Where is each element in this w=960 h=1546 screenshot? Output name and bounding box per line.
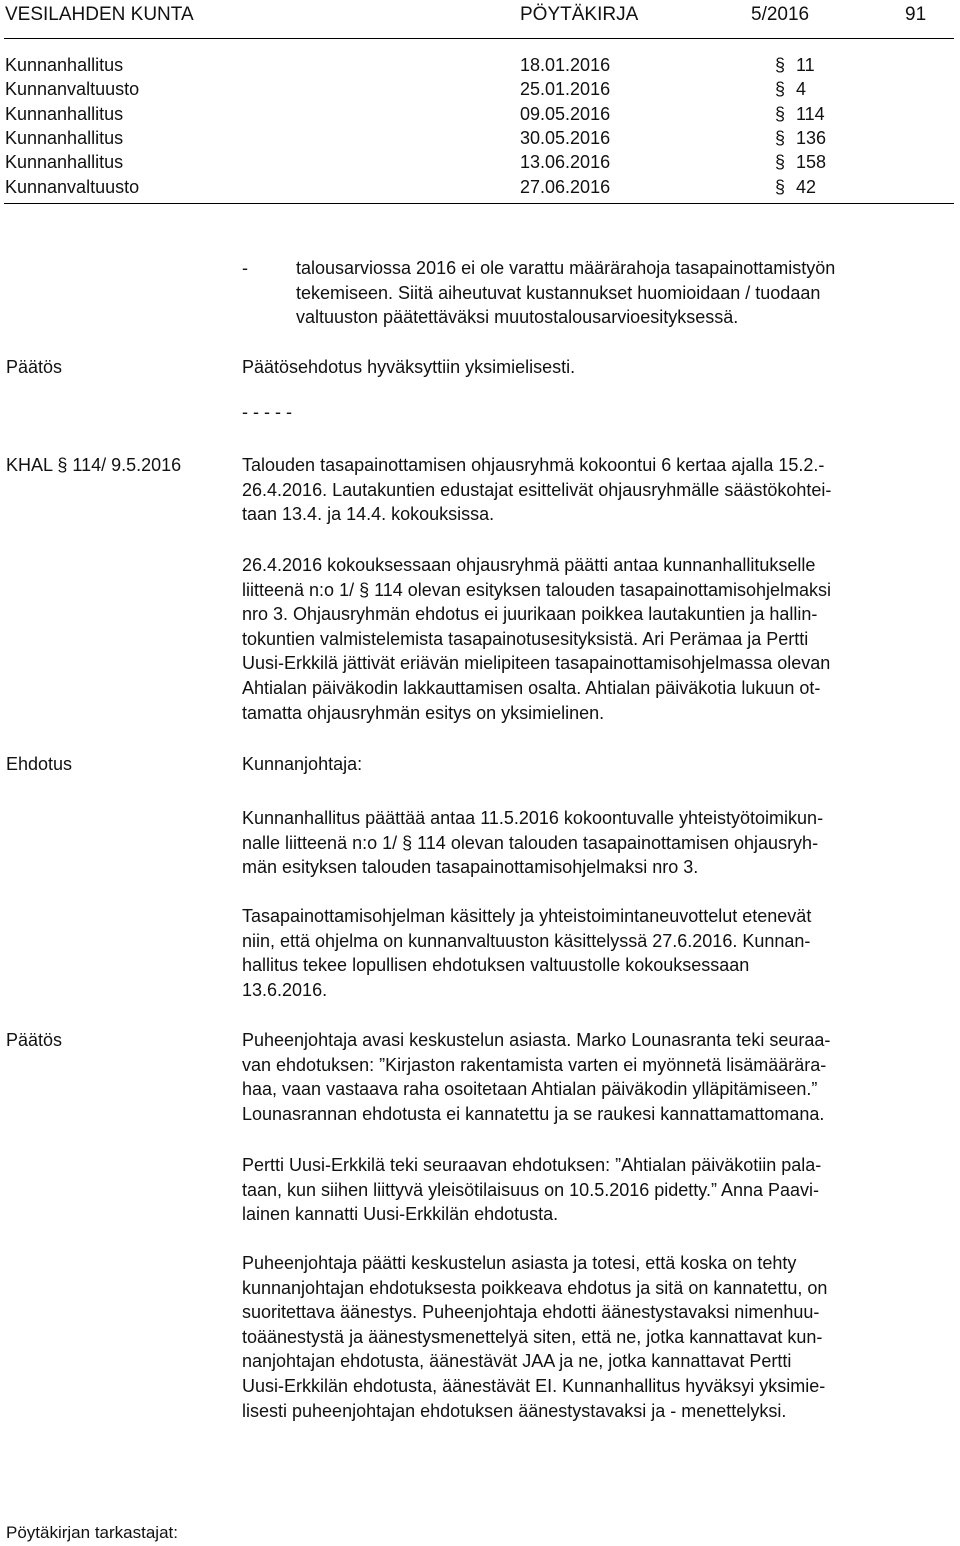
text-line: Uusi-Erkkilän ehdotusta, äänestävät EI. Kunnanhallitus hyväksyi yksimie- bbox=[242, 1375, 826, 1396]
proposal-intro: Kunnanjohtaja: bbox=[242, 754, 363, 774]
text-line: haa, vaan vastaava raha osoitetaan Ahtialan päiväkodin ylläpitämiseen.” bbox=[242, 1079, 818, 1100]
text-line: nro 3. Ohjausryhmän ehdotus ei juurikaan poikkea lautakuntien ja hallin- bbox=[242, 604, 818, 625]
text-line: 26.4.2016 kokouksessaan ohjausryhmä päätti antaa kunnanhallitukselle bbox=[242, 555, 816, 575]
checkers-label: Pöytäkirjan tarkastajat: bbox=[6, 1523, 178, 1542]
bullet-text-line: valtuuston päätettäväksi muutostalousarvioesityksessä. bbox=[296, 307, 739, 327]
text-line: toäänestystä ja äänestysmenettelyä siten, että ne, jotka kannattavat kun- bbox=[242, 1326, 823, 1347]
section-sign: § bbox=[775, 104, 786, 124]
section-sign: § bbox=[775, 79, 786, 99]
document-type: PÖYTÄKIRJA bbox=[520, 4, 639, 25]
text-line: Pertti Uusi-Erkkilä teki seuraavan ehdotuksen: ”Ahtialan päiväkotiin pala- bbox=[242, 1155, 822, 1175]
history-divider bbox=[4, 203, 954, 204]
history-body: Kunnanvaltuusto bbox=[5, 177, 140, 197]
history-date: 25.01.2016 bbox=[520, 79, 611, 99]
history-date: 09.05.2016 bbox=[520, 104, 611, 124]
khal-number-date: 114/ 9.5.2016 bbox=[72, 455, 182, 475]
section-sign: § bbox=[57, 455, 68, 475]
history-section-number: 136 bbox=[796, 128, 827, 148]
text-line: taan, kun siihen liittyvä yleisötilaisuus on 10.5.2016 pidetty.” Anna Paavi- bbox=[242, 1179, 820, 1200]
history-date: 30.05.2016 bbox=[520, 128, 611, 148]
khal-intro bbox=[242, 453, 956, 527]
history-body: Kunnanhallitus bbox=[5, 104, 124, 124]
text-line: hallitus tekee lopullisen ehdotuksen valtuustolle kokouksessaan bbox=[242, 955, 750, 976]
history-section-number: 114 bbox=[796, 104, 825, 124]
history-body: Kunnanvaltuusto bbox=[5, 79, 140, 99]
history-date: 18.01.2016 bbox=[520, 55, 611, 75]
text-line: Lounasrannan ehdotusta ei kannatettu ja se raukesi kannattamattomana. bbox=[242, 1103, 825, 1124]
text-line: nalle liitteenä n:o 1/ § 114 olevan talouden tasapainottamisen ohjausryh- bbox=[242, 832, 819, 853]
text-line: kunnanjohtajan ehdotuksesta poikkeava ehdotus ja sitä on kannatettu, on bbox=[242, 1277, 828, 1298]
history-section-number: 158 bbox=[796, 152, 827, 172]
proposal-paragraph-1 bbox=[242, 806, 956, 880]
text-line: lisesti puheenjohtajan ehdotuksen äänestystavaksi ja - menettelyksi. bbox=[242, 1400, 787, 1421]
decision-label: Päätös bbox=[6, 1030, 63, 1050]
history-section-number: 42 bbox=[796, 177, 817, 197]
text-line: 13.6.2016. bbox=[242, 979, 328, 1000]
document-number: 5/2016 bbox=[751, 4, 810, 25]
history-body: Kunnanhallitus bbox=[5, 152, 124, 172]
text-line: niin, että ohjelma on kunnanvaltuuston käsittelyssä 27.6.2016. Kunnan- bbox=[242, 930, 811, 951]
decision-paragraph-2 bbox=[242, 1153, 956, 1227]
header-divider bbox=[4, 38, 954, 39]
decision-text: Päätösehdotus hyväksyttiin yksimielisesti. bbox=[242, 357, 576, 377]
section-sign: § bbox=[775, 55, 786, 75]
text-line: Puheenjohtaja avasi keskustelun asiasta. Marko Lounasranta teki seuraa- bbox=[242, 1030, 831, 1050]
khal-prefix: KHAL bbox=[6, 455, 53, 475]
text-line: lainen kannatti Uusi-Erkkilän ehdotusta. bbox=[242, 1204, 559, 1225]
decision-paragraph-1 bbox=[242, 1028, 956, 1126]
text-line: liitteenä n:o 1/ § 114 olevan esityksen talouden tasapainottamisohjelmaksi bbox=[242, 579, 832, 600]
text-line: taan 13.4. ja 14.4. kokouksissa. bbox=[242, 504, 495, 525]
text-line: Uusi-Erkkilä jättivät eriävän mielipiteen tasapainottamisohjelmassa olevan bbox=[242, 653, 831, 674]
history-body: Kunnanhallitus bbox=[5, 128, 124, 148]
history-date: 27.06.2016 bbox=[520, 177, 611, 197]
history-section-number: 11 bbox=[796, 55, 815, 75]
history-section-number: 4 bbox=[796, 79, 807, 99]
municipality-name: VESILAHDEN KUNTA bbox=[5, 4, 194, 25]
text-line: nanjohtajan ehdotusta, äänestävät JAA ja ne, jotka kannattavat Pertti bbox=[242, 1351, 792, 1372]
page-number: 91 bbox=[905, 4, 927, 25]
decision-paragraph-3 bbox=[242, 1251, 956, 1423]
text-line: tokuntien valmistelemista tasapainotusesityksistä. Ari Perämaa ja Pertti bbox=[242, 628, 809, 649]
khal-reference bbox=[6, 453, 181, 477]
text-line: Talouden tasapainottamisen ohjausryhmä kokoontui 6 kertaa ajalla 15.2.- bbox=[242, 455, 825, 475]
proposal-label: Ehdotus bbox=[6, 754, 73, 774]
text-line: Puheenjohtaja päätti keskustelun asiasta ja totesi, että koska on tehty bbox=[242, 1253, 797, 1273]
text-line: Tasapainottamisohjelman käsittely ja yhteistoimintaneuvottelut etenevät bbox=[242, 906, 812, 926]
decision-label: Päätös bbox=[6, 357, 63, 377]
bullet-text-line: talousarviossa 2016 ei ole varattu määrärahoja tasapainottamistyön bbox=[296, 258, 836, 278]
text-line: van ehdotuksen: ”Kirjaston rakentamista varten ei myönnetä lisämäärära- bbox=[242, 1054, 827, 1075]
text-line: Ahtialan päiväkodin lakkauttamisen osalta. Ahtialan päiväkotia lukuun ot- bbox=[242, 677, 821, 698]
section-separator: - - - - - bbox=[242, 402, 292, 422]
text-line: suoritettava äänestys. Puheenjohtaja ehdotti äänestystavaksi nimenhuu- bbox=[242, 1302, 820, 1323]
history-body: Kunnanhallitus bbox=[5, 55, 124, 75]
text-line: tamatta ohjausryhmän esitys on yksimielinen. bbox=[242, 702, 605, 723]
bullet-dash: - bbox=[242, 258, 248, 278]
bullet-text-line: tekemiseen. Siitä aiheutuvat kustannukset huomioidaan / tuodaan bbox=[296, 283, 821, 303]
khal-paragraph-2 bbox=[242, 553, 956, 725]
proposal-paragraph-2 bbox=[242, 904, 956, 1002]
section-sign: § bbox=[775, 152, 786, 172]
text-line: 26.4.2016. Lautakuntien edustajat esittelivät ohjausryhmälle säästökohtei- bbox=[242, 479, 832, 500]
history-date: 13.06.2016 bbox=[520, 152, 611, 172]
text-line: Kunnanhallitus päättää antaa 11.5.2016 kokoontuvalle yhteistyötoimikun- bbox=[242, 808, 824, 828]
section-sign: § bbox=[775, 128, 786, 148]
text-line: män esityksen talouden tasapainottamisohjelmaksi nro 3. bbox=[242, 857, 699, 878]
section-sign: § bbox=[775, 177, 786, 197]
